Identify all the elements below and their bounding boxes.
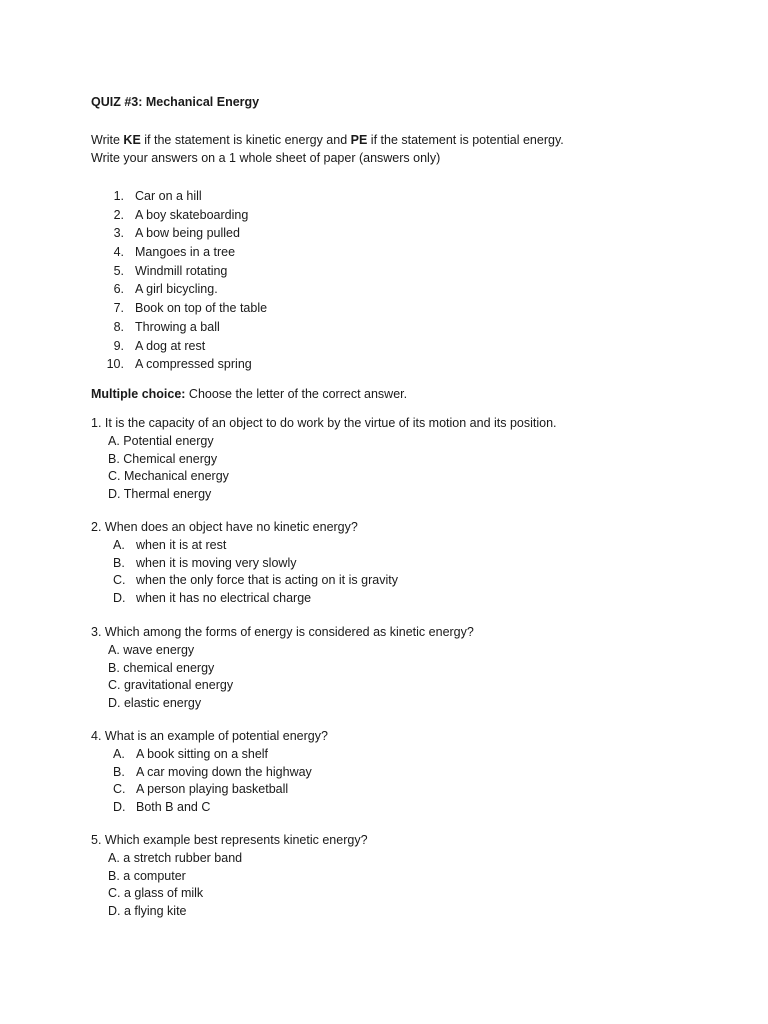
answer-option [91,536,711,554]
question-stem: 1. It is the capacity of an object to do work by the virtue of its motion and its position. [91,416,557,430]
item-text: Throwing a ball [135,319,220,334]
item-text: A girl bicycling. [135,282,218,297]
option-text: A. a stretch rubber band [108,851,243,865]
option-text: A. wave energy [108,643,195,657]
list-item [91,224,591,243]
question-5 [91,831,711,919]
quiz-title: QUIZ #3: Mechanical Energy [91,95,260,109]
option-text: B. Chemical energy [108,451,218,466]
list-item [91,187,591,206]
option-text: C. a glass of milk [108,886,204,900]
instruction-line-1 [91,131,564,149]
option-letter: C. [113,573,126,587]
item-number: 8. [113,319,124,334]
answer-option [91,798,711,816]
item-number: 7. [113,301,124,316]
option-letter: C. [113,782,126,796]
option-text: A person playing basketball [136,782,289,796]
option-text: D. elastic energy [108,695,202,710]
question-stem: 2. When does an object have no kinetic energy? [91,520,358,534]
option-text: A. Potential energy [108,434,214,448]
list-item [91,262,591,281]
ke-pe-list [91,187,591,374]
answer-option [91,849,711,867]
ke-abbrev: KE [123,133,141,147]
option-letter: B. [113,764,125,779]
question-2 [91,518,711,606]
mc-label: Multiple choice: [91,387,186,401]
option-text: D. Thermal energy [108,486,212,501]
item-number: 4. [113,245,124,260]
item-number: 1. [113,189,124,203]
answer-option [91,554,711,572]
item-number: 9. [113,338,124,353]
item-text: A boy skateboarding [135,207,249,222]
list-item [91,337,591,356]
list-item [91,243,591,262]
option-text: when it is at rest [136,538,227,552]
option-letter: D. [113,799,126,814]
question-4 [91,727,711,815]
list-item [91,299,591,318]
question-3 [91,623,711,711]
answer-option [91,884,711,902]
answer-option [91,571,711,589]
item-text: A dog at rest [135,338,206,353]
option-letter: B. [113,555,125,570]
option-text: C. Mechanical energy [108,469,229,483]
option-letter: A. [113,747,125,761]
answer-option [91,467,711,485]
answer-option [91,867,711,885]
question-stem: 4. What is an example of potential energy? [91,729,328,743]
question-1 [91,414,711,502]
item-number: 10. [106,357,124,372]
option-letter: A. [113,538,125,552]
multiple-choice-header [91,385,407,403]
question-stem: 5. Which example best represents kinetic energy? [91,833,368,847]
option-text: C. gravitational energy [108,678,234,692]
instruction-text: if the statement is kinetic energy and [140,133,351,147]
instruction-line-2: Write your answers on a 1 whole sheet of paper (answers only) [91,151,441,165]
answer-option [91,763,711,781]
option-letter: D. [113,590,126,605]
option-text: when it has no electrical charge [136,590,312,605]
item-text: A compressed spring [135,357,252,372]
answer-option [91,676,711,694]
answer-option [91,450,711,468]
option-text: B. a computer [108,868,186,883]
item-number: 6. [113,282,124,297]
option-text: A car moving down the highway [136,764,312,779]
option-text: when it is moving very slowly [136,555,297,570]
instructions [91,131,564,167]
list-item [91,318,591,337]
item-text: Book on top of the table [135,301,268,316]
item-text: Car on a hill [135,189,202,203]
list-item [91,206,591,225]
answer-option [91,641,711,659]
option-text: D. a flying kite [108,903,187,918]
option-text: when the only force that is acting on it is gravity [136,573,398,587]
answer-option [91,902,711,920]
answer-option [91,432,711,450]
item-number: 2. [113,207,124,222]
answer-option [91,485,711,503]
option-text: A book sitting on a shelf [136,747,269,761]
item-number: 3. [113,226,124,241]
list-item [91,280,591,299]
answer-option [91,745,711,763]
item-text: Windmill rotating [135,263,228,278]
mc-instruction: Choose the letter of the correct answer. [185,387,408,401]
answer-option [91,694,711,712]
answer-option [91,589,711,607]
item-text: A bow being pulled [135,226,240,241]
option-text: Both B and C [136,799,211,814]
pe-abbrev: PE [350,133,368,147]
question-stem: 3. Which among the forms of energy is considered as kinetic energy? [91,625,474,639]
instruction-text: if the statement is potential energy. [367,133,564,147]
instruction-text: Write [91,133,124,147]
answer-option [91,659,711,677]
item-text: Mangoes in a tree [135,245,236,260]
answer-option [91,780,711,798]
option-text: B. chemical energy [108,660,215,675]
list-item [91,355,591,374]
item-number: 5. [113,263,124,278]
